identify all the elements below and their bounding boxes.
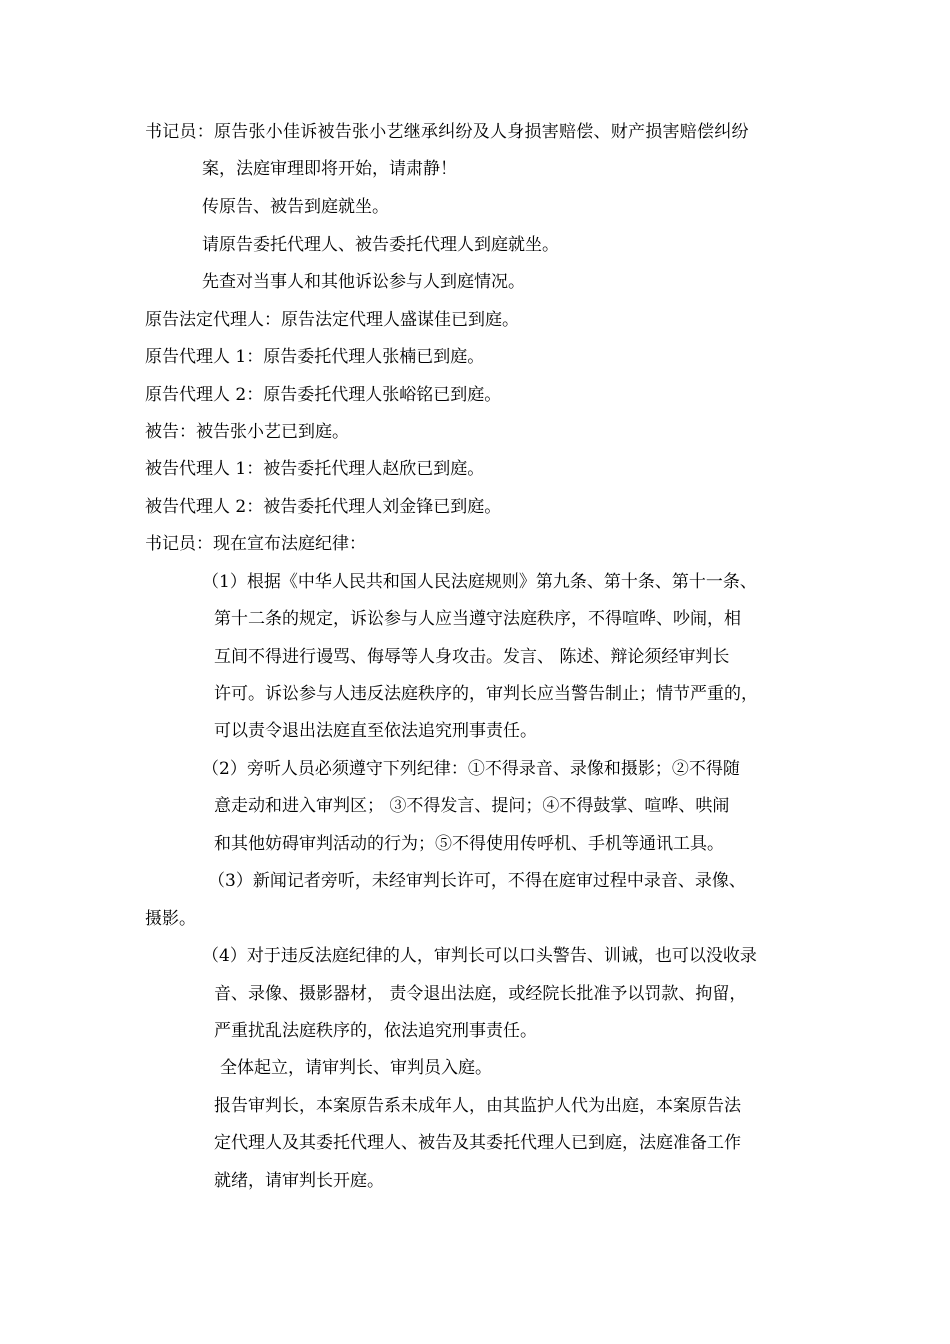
text-line: 互间不得进行谩骂、侮辱等人身攻击。发言、 陈述、辩论须经审判长 (214, 647, 730, 667)
text-line: 意走动和进入审判区； ③不得发言、提问；④不得鼓掌、喧哗、哄闹 (214, 796, 730, 816)
text-line: 音、录像、摄影器材， 责令退出法庭，或经院长批准予以罚款、拘留， (214, 984, 747, 1004)
text-line: 定代理人及其委托代理人、被告及其委托代理人已到庭，法庭准备工作 (214, 1133, 741, 1153)
text-line: 摄影。 (145, 909, 196, 929)
text-line: 原告代理人 2：原告委托代理人张峪铭已到庭。 (145, 385, 502, 405)
text-line: （1）根据《中华人民共和国人民法庭规则》第九条、第十条、第十一条、 (202, 572, 757, 592)
text-line: 严重扰乱法庭秩序的，依法追究刑事责任。 (214, 1021, 537, 1041)
text-line: 原告法定代理人：原告法定代理人盛谋佳已到庭。 (145, 310, 519, 330)
text-line: 报告审判长，本案原告系未成年人，由其监护人代为出庭，本案原告法 (214, 1096, 741, 1116)
text-line: 可以责令退出法庭直至依法追究刑事责任。 (214, 721, 537, 741)
text-line: 被告代理人 2：被告委托代理人刘金锋已到庭。 (145, 497, 502, 517)
text-line: 书记员：原告张小佳诉被告张小艺继承纠纷及人身损害赔偿、财产损害赔偿纠纷 (145, 122, 749, 142)
text-line: 传原告、被告到庭就坐。 (202, 197, 389, 217)
text-line: 和其他妨碍审判活动的行为；⑤不得使用传呼机、手机等通讯工具。 (214, 834, 724, 854)
text-line: 先查对当事人和其他诉讼参与人到庭情况。 (202, 272, 525, 292)
text-line: 许可。诉讼参与人违反法庭秩序的，审判长应当警告制止；情节严重的， (214, 684, 758, 704)
text-line: 请原告委托代理人、被告委托代理人到庭就坐。 (202, 235, 559, 255)
text-line: 原告代理人 1：原告委托代理人张楠已到庭。 (145, 347, 485, 367)
text-line: （4）对于违反法庭纪律的人，审判长可以口头警告、训诫，也可以没收录 (202, 946, 757, 966)
text-line: 案，法庭审理即将开始，请肃静！ (202, 159, 457, 179)
text-line: 书记员：现在宣布法庭纪律： (145, 534, 366, 554)
text-line: 被告：被告张小艺已到庭。 (145, 422, 349, 442)
text-line: （3）新闻记者旁听，未经审判长许可，不得在庭审过程中录音、录像、 (208, 871, 746, 891)
text-line: 第十二条的规定，诉讼参与人应当遵守法庭秩序，不得喧哗、吵闹，相 (214, 609, 741, 629)
text-line: 被告代理人 1：被告委托代理人赵欣已到庭。 (145, 459, 485, 479)
text-line: 就绪，请审判长开庭。 (214, 1171, 384, 1191)
text-line: 全体起立，请审判长、审判员入庭。 (220, 1058, 492, 1078)
text-line: （2）旁听人员必须遵守下列纪律：①不得录音、录像和摄影；②不得随 (202, 759, 740, 779)
